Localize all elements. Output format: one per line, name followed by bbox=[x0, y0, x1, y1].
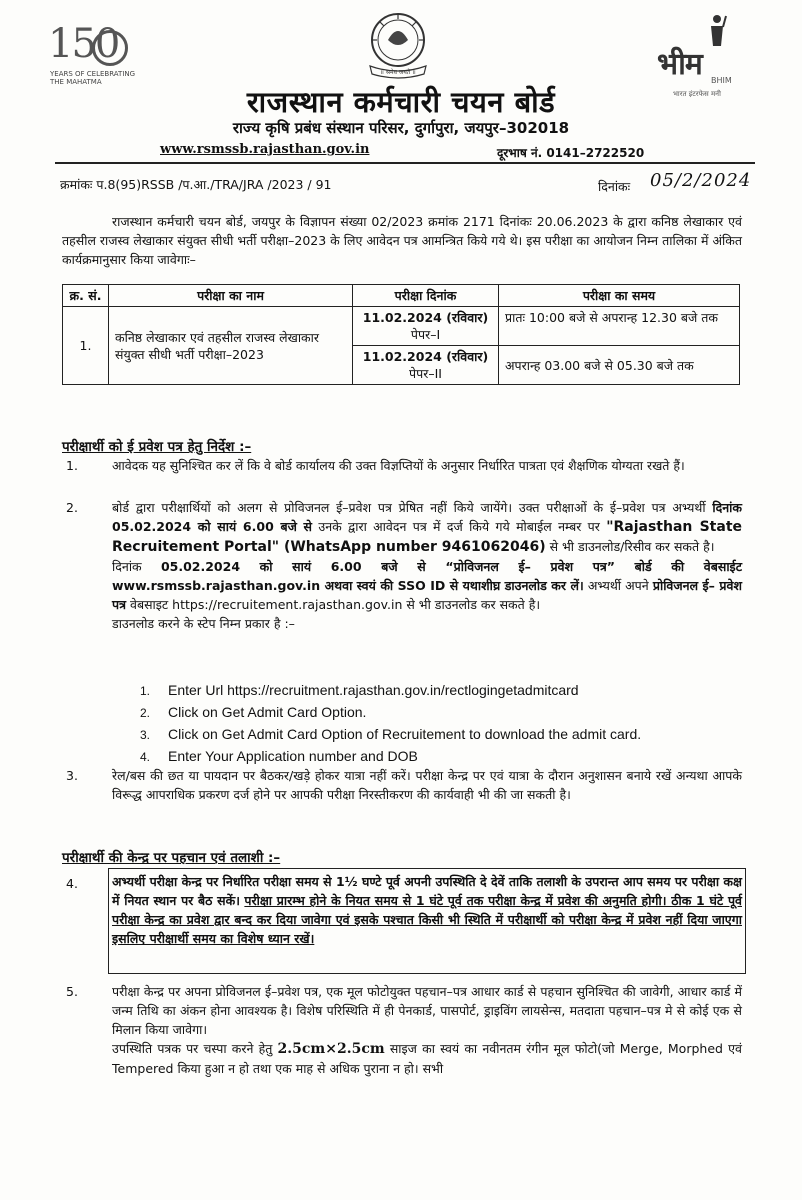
item5-text-a: परीक्षा केन्द्र पर अपना प्रोविजनल ई–प्रवेश पत्र, एक मूल फोटोयुक्त पहचान–पत्र आधार कार्ड से पहचान सुनिश्चित की जावेगी, आधार कार्ड में जन्म तिथि का अंकन होना आवश्यक है। विशेष परिस्थिति में ही पेनकार्ड, पासपोर्ट, ड्राइविंग लायसेन्स, मतदाता पहचान–पत्र मे से कोई एक से मिलान किया जावेगा। bbox=[112, 984, 742, 1037]
charkha-icon bbox=[92, 30, 128, 66]
item2-portal: "Rajasthan State Recruitement Portal" (WhatsApp number 9461062046) bbox=[112, 519, 743, 555]
paper2-label: पेपर–II bbox=[409, 366, 442, 381]
paper2-date: 11.02.2024 (रविवार) bbox=[362, 349, 489, 364]
step-number: 4. bbox=[140, 750, 151, 764]
intro-paragraph: राजस्थान कर्मचारी चयन बोर्ड, जयपुर के विज्ञापन संख्या 02/2023 क्रमांक 2171 दिनांकः 20.06.2023 के द्वारा कनिष्ठ लेखाकार एवं तहसील राजस्व लेखाकार संयुक्त सीधी भर्ती परीक्षा–2023 के लिए आवेदन पत्र आमन्त्रित किये गये थे। इस परीक्षा का आयोजन निम्न तालिका में अंकित कार्यक्रमानुसार किया जावेगाः– bbox=[62, 214, 742, 267]
list-item bbox=[140, 746, 641, 768]
list-item bbox=[140, 702, 641, 724]
org-address: राज्य कृषि प्रबंध संस्थान परिसर, दुर्गापुरा, जयपुर–302018 bbox=[232, 119, 570, 137]
step-text: Click on Get Admit Card Option of Recruitement to download the admit card. bbox=[168, 726, 642, 742]
ambedkar-figure-icon bbox=[707, 14, 727, 48]
cell-exam-name: कनिष्ठ लेखाकार एवं तहसील राजस्व लेखाकार संयुक्त सीधी भर्ती परीक्षा–2023 bbox=[109, 307, 353, 385]
photo-size: 2.5cm×2.5cm bbox=[277, 1041, 385, 1057]
handwritten-date: 05/2/2024 bbox=[650, 170, 752, 191]
header-exam-time: परीक्षा का समय bbox=[499, 285, 740, 307]
item5-number: 5. bbox=[66, 984, 78, 999]
list-item bbox=[140, 680, 641, 702]
step-text: Enter Your Application number and DOB bbox=[168, 748, 418, 764]
highlight-box bbox=[108, 868, 746, 974]
header-exam-name: परीक्षा का नाम bbox=[109, 285, 353, 307]
cell-paper2-date bbox=[353, 346, 499, 385]
cell-paper2-time: अपरान्ह 03.00 बजे से 05.30 बजे तक bbox=[499, 346, 740, 385]
item2-text-b-bold: 05.02.2024 को सायं 6.00 बजे से “प्रोविजनल ई– प्रवेश पत्र” बोर्ड की वेबसाईट www.rsmssb.rajasthan.gov.in अथवा स्वयं की SSO ID से यथाशीघ्र डाउनलोड कर लें। bbox=[112, 559, 742, 593]
bhim-word: भीम bbox=[657, 47, 702, 82]
item4-number: 4. bbox=[66, 876, 78, 891]
item3-number: 3. bbox=[66, 768, 78, 783]
table-row bbox=[63, 307, 740, 346]
list-item bbox=[140, 724, 641, 746]
paper1-date: 11.02.2024 (रविवार) bbox=[362, 310, 489, 325]
item2-text-b-rest: अभ्यर्थी अपने bbox=[587, 578, 649, 593]
section1-heading: परीक्षार्थी को ई प्रवेश पत्र हेतु निर्देश :– bbox=[62, 439, 252, 455]
emblem-ribbon-text: ॥ श्रमेव जयते ॥ bbox=[380, 69, 416, 76]
item3-text: रेल/बस की छत या पायदान पर बैठकर/खड़े होकर यात्रा नहीं करें। परीक्षा केन्द्र पर एवं यात्रा के दौरान अनुशासन बनाये रखें अन्यथा आपके विरूद्ध आपराधिक प्रकरण दर्ज होने पर आपकी परीक्षा निरस्तीकरण की कार्यवाही भी की जा सकती है। bbox=[112, 768, 742, 802]
org-title: राजस्थान कर्मचारी चयन बोर्ड bbox=[246, 85, 556, 119]
step-number: 2. bbox=[140, 706, 151, 720]
section2-heading: परीक्षार्थी की केन्द्र पर पहचान एवं तलाशी :– bbox=[62, 850, 281, 866]
step-text: Click on Get Admit Card Option. bbox=[168, 704, 367, 720]
steps-intro: डाउनलोड करने के स्टेप निम्न प्रकार है :– bbox=[112, 616, 295, 631]
cell-sno: 1. bbox=[63, 307, 109, 385]
item2-block bbox=[112, 498, 742, 633]
phone-number: दूरभाष नं. 0141–2722520 bbox=[497, 146, 645, 160]
header-sno: क्र. सं. bbox=[63, 285, 109, 307]
paper1-label: पेपर–I bbox=[410, 327, 441, 342]
date-label: दिनांकः bbox=[598, 179, 631, 194]
item5-block bbox=[112, 982, 742, 1078]
item1-text: आवेदक यह सुनिश्चित कर लें कि वे बोर्ड कार्यालय की उक्त विज्ञप्तियों के अनुसार निर्धारित पात्रता एवं शैक्षणिक योग्यता रखते हैं। bbox=[112, 458, 685, 473]
item2-text-b-bold2: प्रोविजनल ई– प्रवेश पत्र bbox=[112, 578, 742, 612]
bhim-tagline: भारत इंटरफेस मनी bbox=[673, 90, 721, 98]
logo-150-number: 150 bbox=[48, 21, 119, 67]
cell-paper1-time: प्रातः 10:00 बजे से अपरान्ह 12.30 बजे तक bbox=[499, 307, 740, 346]
bhim-small: BHIM bbox=[711, 76, 732, 85]
item5-text-b-rest: साइज का स्वयं का नवीनतम रंगीन मूल फोटो(जो Merge, Morphed एवं Tempered किया हुआ न हो तथा एक माह से अधिक पुराना न हो। सभी bbox=[112, 1041, 742, 1076]
header-divider bbox=[55, 162, 755, 164]
download-steps-list bbox=[140, 680, 641, 768]
website-link[interactable]: www.rsmssb.rajasthan.gov.in bbox=[160, 142, 370, 157]
rsmssb-emblem-icon bbox=[358, 10, 438, 82]
item2-portal-rest: से भी डाउनलोड/रिसीव कर सकते है। bbox=[549, 539, 715, 554]
table-header-row bbox=[63, 285, 740, 307]
cell-paper1-date bbox=[353, 307, 499, 346]
item5-text-b-pre: उपस्थिति पत्रक पर चस्पा करने हेतु bbox=[112, 1041, 273, 1056]
step-text: Enter Url https://recruitment.rajasthan.gov.in/rectlogingetadmitcard bbox=[168, 682, 579, 698]
item2-number: 2. bbox=[66, 500, 78, 515]
item2-text-b-end: वेबसाइट https://recruitement.rajasthan.gov.in से भी डाउनलोड कर सकते है। bbox=[130, 597, 541, 612]
item1-number: 1. bbox=[66, 458, 78, 473]
exam-schedule-table bbox=[62, 284, 740, 385]
step-number: 1. bbox=[140, 684, 151, 698]
step-number: 3. bbox=[140, 728, 151, 742]
item4-text-b: परीक्षा प्रारम्भ होने के नियत समय से 1 घंटे पूर्व तक परीक्षा केन्द्र में प्रवेश की अनुमति होगी। ठीक 1 घंटे पूर्व परीक्षा केन्द्र का प्रवेश द्वार बन्द कर दिया जावेगा एवं इसके पश्चात किसी भी स्थिति में परीक्षार्थी को परीक्षा केन्द्र में प्रवेश नहीं दिया जाएगा इसलिए परीक्षार्थी समय का विशेष ध्यान रखें। bbox=[112, 893, 742, 946]
logo-150-caption: YEARS OF CELEBRATING THE MAHATMA bbox=[50, 70, 136, 86]
reference-number: क्रमांकः प.8(95)RSSB /प.आ./TRA/JRA /2023 / 91 bbox=[60, 177, 332, 192]
item2-text-a: बोर्ड द्वारा परीक्षार्थियों को अलग से प्रोविजनल ई–प्रवेश पत्र प्रेषित नहीं किये जायेंगे। उक्त परीक्षाओं के ई–प्रवेश पत्र अभ्यर्थी bbox=[112, 500, 706, 515]
item2-text-b-pre: दिनांक bbox=[112, 559, 142, 574]
header-exam-date: परीक्षा दिनांक bbox=[353, 285, 499, 307]
item2-text-a-rest: उनके द्वारा आवेदन पत्र में दर्ज किये गये मोबाईल नम्बर पर bbox=[318, 519, 600, 534]
item4-text-a: अभ्यर्थी परीक्षा केन्द्र पर निर्धारित परीक्षा समय से 1½ घण्टे पूर्व अपनी उपस्थिति दे देवें ताकि तलाशी के उपरान्त आप समय पर परीक्षा कक्ष में नियत स्थान पर बैठ सकें। bbox=[112, 874, 742, 908]
item2-date-bold: दिनांक 05.02.2024 को सायं 6.00 बजे से bbox=[112, 500, 742, 534]
